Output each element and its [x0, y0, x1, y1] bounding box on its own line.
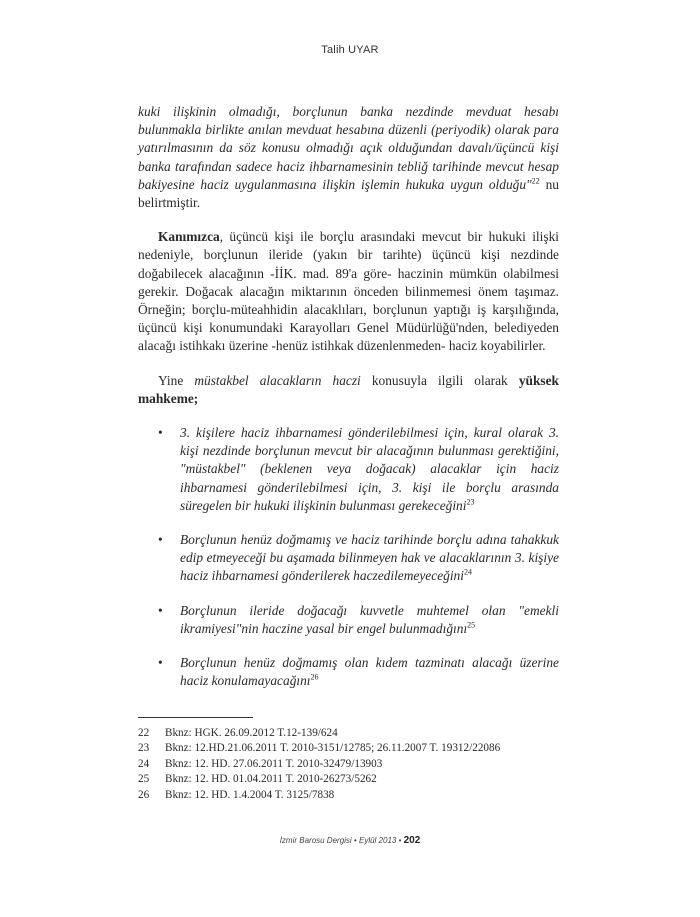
list-item [138, 424, 559, 515]
issue-date: Eylül 2013 [358, 836, 397, 845]
running-header-author: Talih UYAR [321, 44, 379, 56]
separator-dot: • [398, 836, 402, 845]
footnote [138, 726, 559, 741]
list-item-text: Borçlunun henüz doğmamış ve haciz tarihinde borçlu adına tahakkuk edip etmeyeceği bu aşamada bilinmeyen hak ve alacaklarının 3. kişiye haciz ihbarnamesi gönderilerek haczedilemeyeceğini [180, 532, 559, 584]
list-item [138, 602, 559, 638]
bullet-icon: • [158, 532, 163, 548]
list-item-text: Borçlunun ileride doğacağı kuvvetle muhtemel olan "emekli ikramiyesi"nin haczine yasal bir engel bulunmadığını [180, 602, 559, 636]
italic-term: müstakbel alacakların haczi [194, 372, 361, 388]
footnote-number: 24 [138, 757, 150, 770]
paragraph-text: , üçüncü kişi ile borçlu arasındaki mevcut bir hukuki ilişki nedeniyle, borçlunun ileride (yakın bir tarihte) üçüncü kişi nezdinde doğabilecek alacağının -İİK. mad. 89'a göre- haczinin mümkün olabilmesi gerekir. Doğacak alacağın miktarının önceden bilinmemesi önem taşımaz. Örneğin; borçlu-müteahhidin alacaklıları, borçlunun yaptığı iş karşılığında, üçüncü kişi konumundaki Karayolları Genel Müdürlüğü'nden, belediyeden alacağı istihkakı üzerine -henüz istihkak düzenlenmeden- haciz koyabilirler. [138, 229, 559, 354]
footnote-text: Bknz: HGK. 26.09.2012 T.12-139/624 [165, 727, 338, 739]
list-item [138, 654, 559, 690]
paragraph-quote-continuation [138, 103, 559, 212]
footnote-ref: 26 [310, 672, 319, 682]
footnote [138, 741, 559, 756]
quote-text: kuki ilişkinin olmadığı, borçlunun banka nezdinde mevduat hesabı bulunmakla birlikte anılan mevduat hesabına düzenli (periyodik) olarak para yatırılmasının da söz konusu olmadığı açık olduğundan davalı/üçüncü kişi banka tarafından sadece haciz ihbarnamesinin tebliğ tarihinde mevcut hesap bakiyesine haciz uygulanmasına ilişkin işlemin hukuka uygun olduğu" [138, 104, 559, 192]
footnote-ref: 23 [466, 497, 475, 507]
paragraph-lead: Kanımızca [158, 229, 220, 245]
paragraph-tail: nu belirtmiştir. [138, 176, 559, 211]
footnote [138, 757, 559, 772]
footnote-text: Bknz: 12.HD.21.06.2011 T. 2010-3151/12785; 26.11.2007 T. 19312/22086 [165, 742, 501, 755]
footnotes [138, 726, 559, 803]
footnote-ref: 22 [531, 176, 540, 186]
list-item-text: Borçlunun henüz doğmamış olan kıdem tazminatı alacağı üzerine haciz konulamayacağını [180, 655, 559, 689]
list-item-text: 3. kişilere haciz ihbarnamesi gönderilebilmesi için, kural olarak 3. kişi nezdinde borçlunun mevcut bir alacağının bulunması gerektiğini, "müstakbel" (beklenen veya doğacak) alacaklar için haciz ihbarnamesi gönderilebilmesi için, 3. kişi ile borçlu arasında süregelen bir hukuki ilişkinin bulunması gerekeceğini [180, 425, 559, 513]
bold-term: yüksek mahkeme; [138, 372, 560, 406]
bullet-icon: • [158, 602, 163, 618]
footnote-number: 26 [138, 788, 150, 801]
journal-name: İzmir Barosu Dergisi [279, 836, 352, 845]
text-fragment: Yine [158, 372, 195, 388]
text-fragment: konusuyla ilgili olarak [360, 372, 519, 388]
page-number: 202 [403, 835, 421, 846]
list-item [138, 531, 559, 586]
footnote [138, 772, 559, 787]
footnote [138, 788, 559, 803]
bullet-list [138, 424, 559, 690]
bullet-icon: • [158, 655, 163, 671]
footnote-number: 25 [138, 773, 150, 786]
separator-dot: • [353, 836, 357, 845]
page-footer [0, 835, 700, 846]
main-text [138, 103, 559, 706]
footnote-number: 22 [138, 727, 150, 739]
bullet-icon: • [158, 425, 163, 441]
paragraph-intro [138, 372, 559, 408]
footnote-text: Bknz: 12. HD. 1.4.2004 T. 3125/7838 [165, 788, 335, 801]
footnote-text: Bknz: 12. HD. 01.04.2011 T. 2010-26273/5262 [165, 773, 377, 786]
paragraph-opinion [138, 228, 559, 355]
footnote-ref: 24 [463, 568, 472, 577]
footnote-divider [138, 717, 253, 718]
footnote-ref: 25 [467, 620, 476, 630]
footnote-text: Bknz: 12. HD. 27.06.2011 T. 2010-32479/13903 [165, 757, 383, 770]
footnote-number: 23 [138, 742, 150, 755]
